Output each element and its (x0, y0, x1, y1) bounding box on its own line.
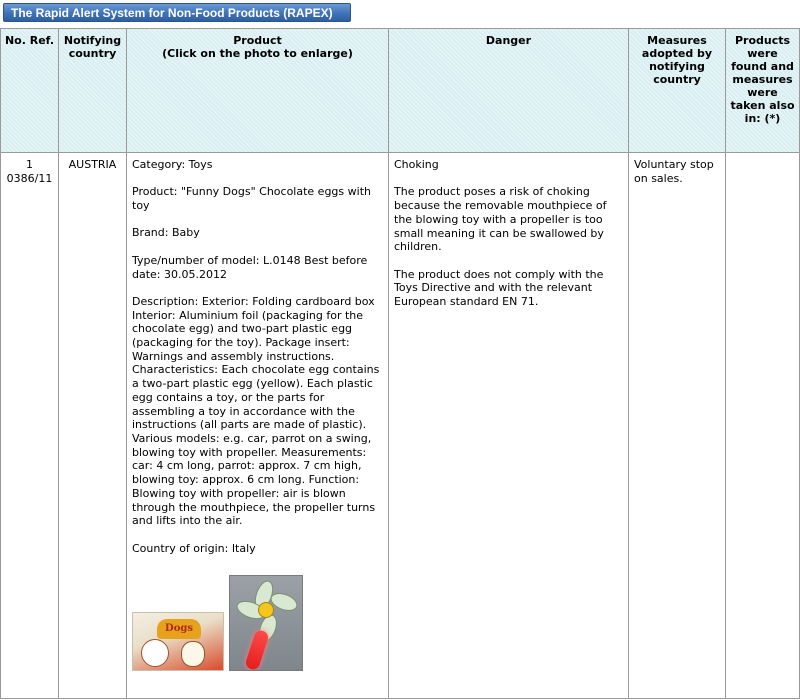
header-country: Notifying country (59, 29, 127, 153)
product-brand: Brand: Baby (132, 226, 200, 240)
header-ref: No. Ref. (1, 29, 59, 153)
danger-type: Choking (394, 158, 439, 171)
row-number: 1 (26, 158, 33, 171)
cell-product (127, 153, 389, 699)
cell-other-countries (726, 153, 800, 699)
table-row (1, 153, 800, 699)
rapex-table (0, 28, 800, 699)
product-photos (132, 575, 383, 670)
table-header-row (1, 29, 800, 153)
product-category: Category: Toys (132, 158, 213, 171)
cell-measures: Voluntary stop on sales. (629, 153, 726, 699)
product-model: Type/number of model: L.0148 Best before date: 30.05.2012 (132, 253, 368, 281)
cell-country: AUSTRIA (59, 153, 127, 699)
product-description: Description: Exterior: Folding cardboard box Interior: Aluminium foil (packaging for the chocolate egg) and two-part plastic egg (packaging for the toy). Package insert: Warnings and assembly instructions. Characteristics: Each chocolate egg contains a two-part plastic egg (yellow). Each plastic egg contains a toy, or the parts for assembling a toy in accordance with the instructions (all parts are made of plastic). Various models: e.g. car, parrot on a swing, blowing toy with propeller. Measurements: car: 4 cm long, parrot: approx. 7 cm high, blowing toy: approx. 6 cm long. Function: Blowing toy with propeller: air is blown through the mouthpiece, the propeller turns and lifts into the air. (132, 294, 380, 528)
danger-compliance: The product does not comply with the Toys Directive and with the relevant European standard EN 71. (394, 267, 604, 308)
page-title: The Rapid Alert System for Non-Food Products (RAPEX) (3, 3, 351, 22)
header-product-hint: (Click on the photo to enlarge) (162, 47, 353, 60)
box-logo: Dogs (157, 619, 201, 639)
danger-description: The product poses a risk of choking because the removable mouthpiece of the blowing toy with a propeller is too small meaning it can be swallowed by children. (394, 185, 607, 254)
cell-danger (389, 153, 629, 699)
header-measures: Measures adopted by notifying country (629, 29, 726, 153)
product-photo-toy[interactable] (229, 575, 303, 671)
dog-figure-icon (141, 639, 169, 667)
dog-figure-icon (181, 641, 205, 667)
product-origin: Country of origin: Italy (132, 541, 256, 555)
row-reference: 0386/11 (6, 171, 53, 185)
header-product-title: Product (233, 34, 282, 47)
product-name: Product: "Funny Dogs" Chocolate eggs with toy (132, 185, 371, 213)
header-other-countries: Products were found and measures were taken also in: (*) (726, 29, 800, 153)
cell-ref (1, 153, 59, 699)
header-product (127, 29, 389, 153)
header-danger: Danger (389, 29, 629, 153)
product-photo-box[interactable] (132, 612, 224, 671)
mouthpiece-icon (244, 629, 270, 671)
